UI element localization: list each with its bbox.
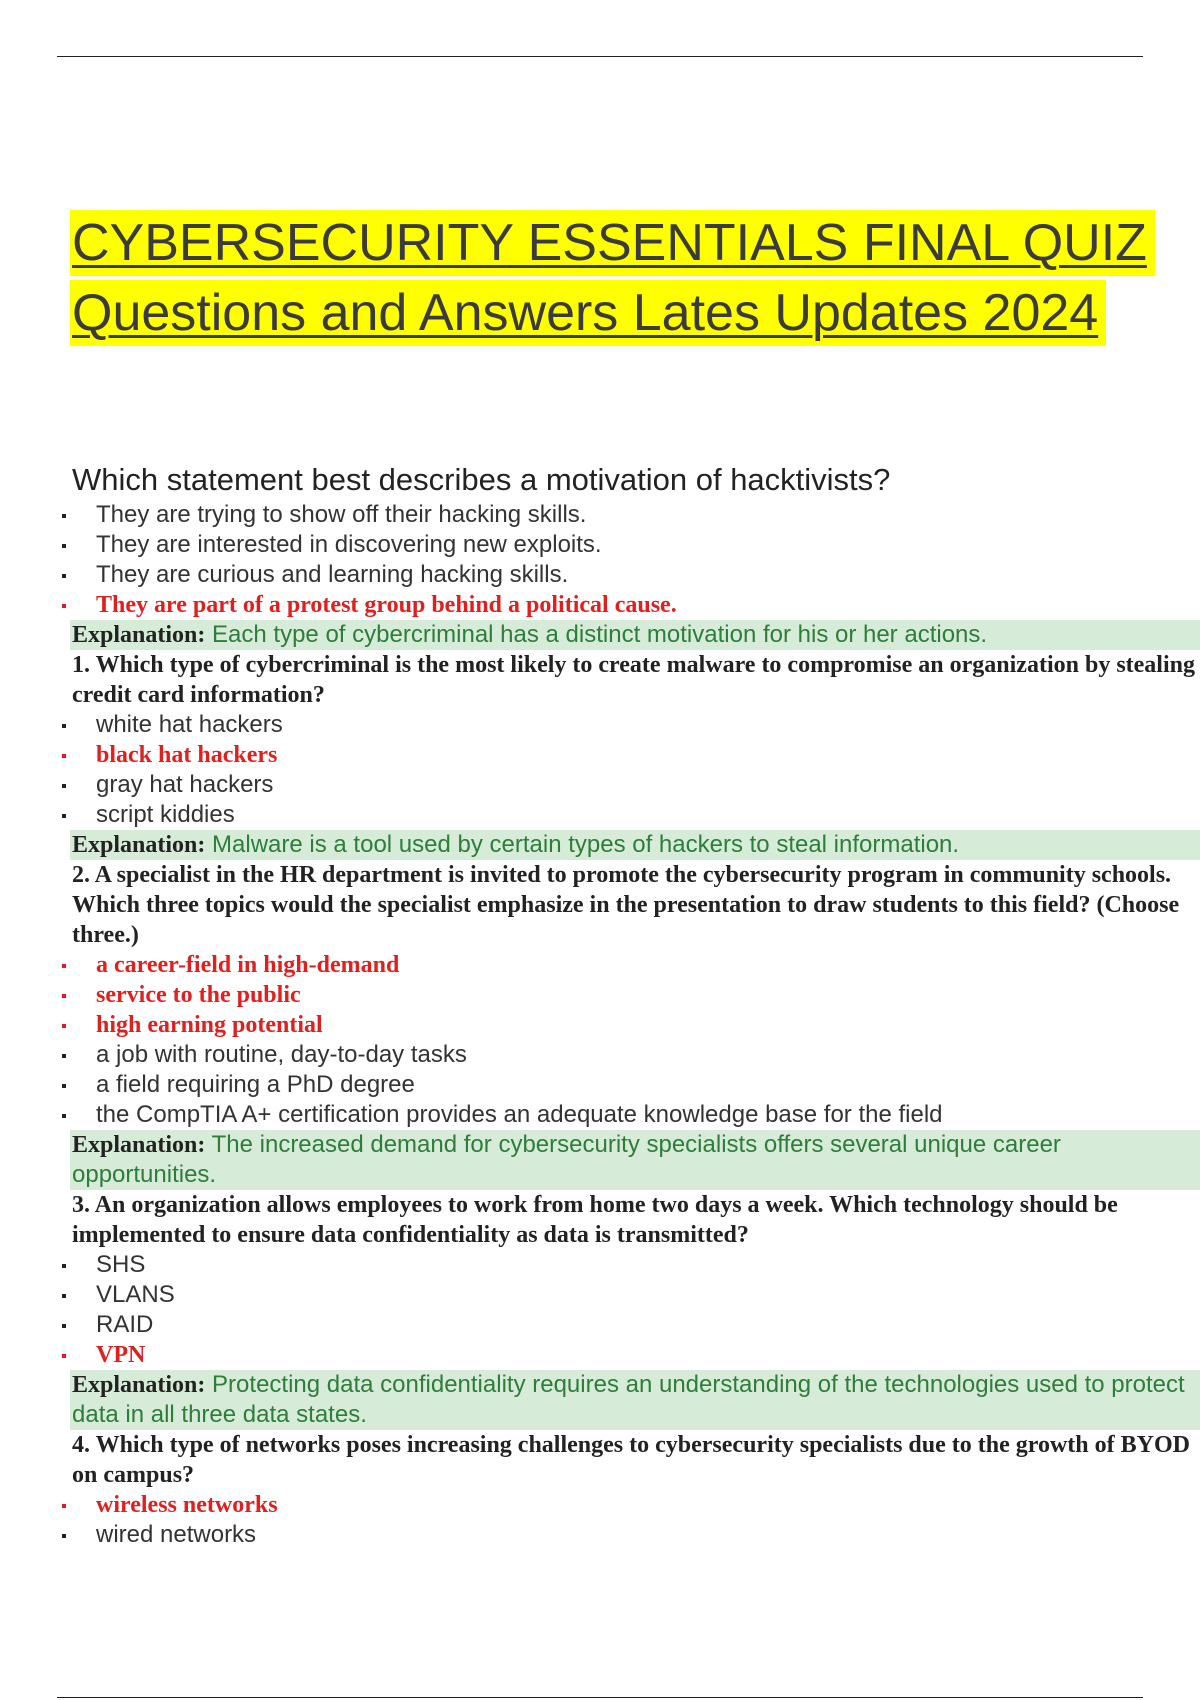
question-2: 2. A specialist in the HR department is invited to promote the cybersecurity program in community schools. Which three topics would the specialist emphasize in the presentation to draw students to this field? (Choose three.) bbox=[72, 862, 1180, 948]
option: SHS bbox=[0, 1250, 1200, 1280]
question-3: 3. An organization allows employees to work from home two days a week. Which technology should be implemented to ensure data confidentiality as data is transmitted? bbox=[72, 1192, 1118, 1248]
option: script kiddies bbox=[0, 800, 1200, 830]
explanation-text: Protecting data confidentiality requires an understanding of the technologies used to protect data in all three data states. bbox=[72, 1371, 1185, 1428]
explanation-1 bbox=[70, 830, 1200, 860]
option: They are curious and learning hacking skills. bbox=[0, 560, 1200, 590]
explanation-0 bbox=[70, 620, 1200, 650]
option: gray hat hackers bbox=[0, 770, 1200, 800]
option: wired networks bbox=[0, 1520, 1200, 1550]
explanation-label: Explanation: bbox=[72, 832, 206, 858]
correct-option: a career-field in high-demand bbox=[0, 950, 1200, 980]
correct-option: They are part of a protest group behind a political cause. bbox=[0, 590, 1200, 620]
document-title bbox=[70, 210, 1200, 350]
explanation-2 bbox=[70, 1130, 1200, 1190]
option: RAID bbox=[0, 1310, 1200, 1340]
option: They are trying to show off their hacking skills. bbox=[0, 500, 1200, 530]
bottom-rule bbox=[57, 1697, 1143, 1698]
question-0: Which statement best describes a motivation of hacktivists? bbox=[72, 462, 891, 497]
quiz-content bbox=[0, 460, 1200, 1550]
top-rule bbox=[57, 56, 1143, 57]
question-2-options bbox=[0, 950, 1200, 1130]
correct-option: VPN bbox=[0, 1340, 1200, 1370]
explanation-label: Explanation: bbox=[72, 1372, 206, 1398]
option: They are interested in discovering new exploits. bbox=[0, 530, 1200, 560]
option: the CompTIA A+ certification provides an adequate knowledge base for the field bbox=[0, 1100, 1200, 1130]
question-4: 4. Which type of networks poses increasing challenges to cybersecurity specialists due to the growth of BYOD on campus? bbox=[72, 1432, 1190, 1488]
option: a job with routine, day-to-day tasks bbox=[0, 1040, 1200, 1070]
explanation-text: Each type of cybercriminal has a distinct motivation for his or her actions. bbox=[212, 621, 988, 648]
explanation-label: Explanation: bbox=[72, 622, 206, 648]
question-0-options bbox=[0, 500, 1200, 620]
option: white hat hackers bbox=[0, 710, 1200, 740]
question-3-options bbox=[0, 1250, 1200, 1370]
option: a field requiring a PhD degree bbox=[0, 1070, 1200, 1100]
explanation-text: Malware is a tool used by certain types of hackers to steal information. bbox=[212, 831, 960, 858]
title-line-2: Questions and Answers Lates Updates 2024 bbox=[70, 280, 1106, 346]
explanation-label: Explanation: bbox=[72, 1132, 206, 1158]
question-1: 1. Which type of cybercriminal is the most likely to create malware to compromise an organization by stealing credit card information? bbox=[72, 652, 1195, 708]
explanation-3 bbox=[70, 1370, 1200, 1430]
option: VLANS bbox=[0, 1280, 1200, 1310]
question-4-options bbox=[0, 1490, 1200, 1550]
correct-option: service to the public bbox=[0, 980, 1200, 1010]
correct-option: black hat hackers bbox=[0, 740, 1200, 770]
correct-option: high earning potential bbox=[0, 1010, 1200, 1040]
explanation-text: The increased demand for cybersecurity specialists offers several unique career opportunities. bbox=[72, 1131, 1061, 1188]
title-line-1: CYBERSECURITY ESSENTIALS FINAL QUIZ bbox=[70, 210, 1155, 276]
correct-option: wireless networks bbox=[0, 1490, 1200, 1520]
question-1-options bbox=[0, 710, 1200, 830]
